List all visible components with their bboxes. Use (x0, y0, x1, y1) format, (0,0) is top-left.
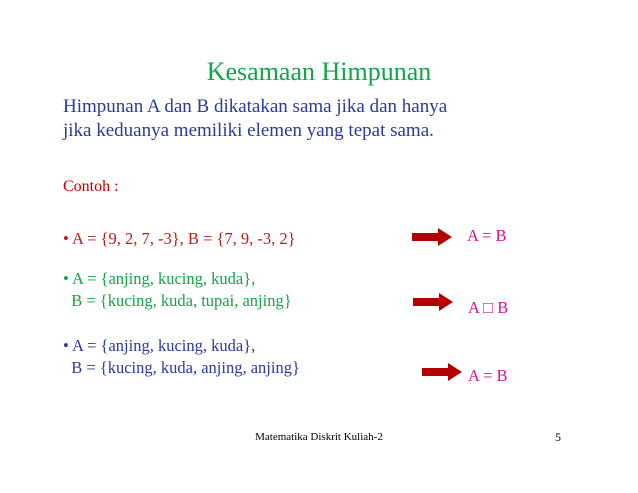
slide-footer: Matematika Diskrit Kuliah-2 (255, 431, 383, 443)
example-3-line-2: B = {kucing, kuda, anjing, anjing} (63, 358, 300, 377)
example-2-result: A □ B (468, 298, 509, 317)
right-arrow-icon (422, 363, 462, 381)
example-1 (63, 228, 296, 250)
slide-title: Kesamaan Himpunan (206, 57, 432, 86)
intro-line-2: jika keduanya memiliki elemen yang tepat sama. (63, 120, 434, 141)
contoh-label: Contoh : (63, 178, 119, 195)
intro-text (63, 95, 447, 143)
example-3 (63, 335, 300, 379)
right-arrow-icon (412, 228, 452, 246)
example-1-result: A = B (467, 226, 507, 245)
example-1-line-1: • A = {9, 2, 7, -3}, B = {7, 9, -3, 2} (63, 229, 296, 248)
page-number: 5 (555, 430, 561, 444)
example-2-line-2: B = {kucing, kuda, tupai, anjing} (63, 291, 292, 310)
example-2 (63, 268, 292, 312)
right-arrow-icon (413, 293, 453, 311)
intro-line-1: Himpunan A dan B dikatakan sama jika dan hanya (63, 96, 448, 117)
example-3-result: A = B (468, 366, 508, 385)
example-2-line-1: • A = {anjing, kucing, kuda}, (63, 269, 256, 288)
example-3-line-1: • A = {anjing, kucing, kuda}, (63, 336, 256, 355)
